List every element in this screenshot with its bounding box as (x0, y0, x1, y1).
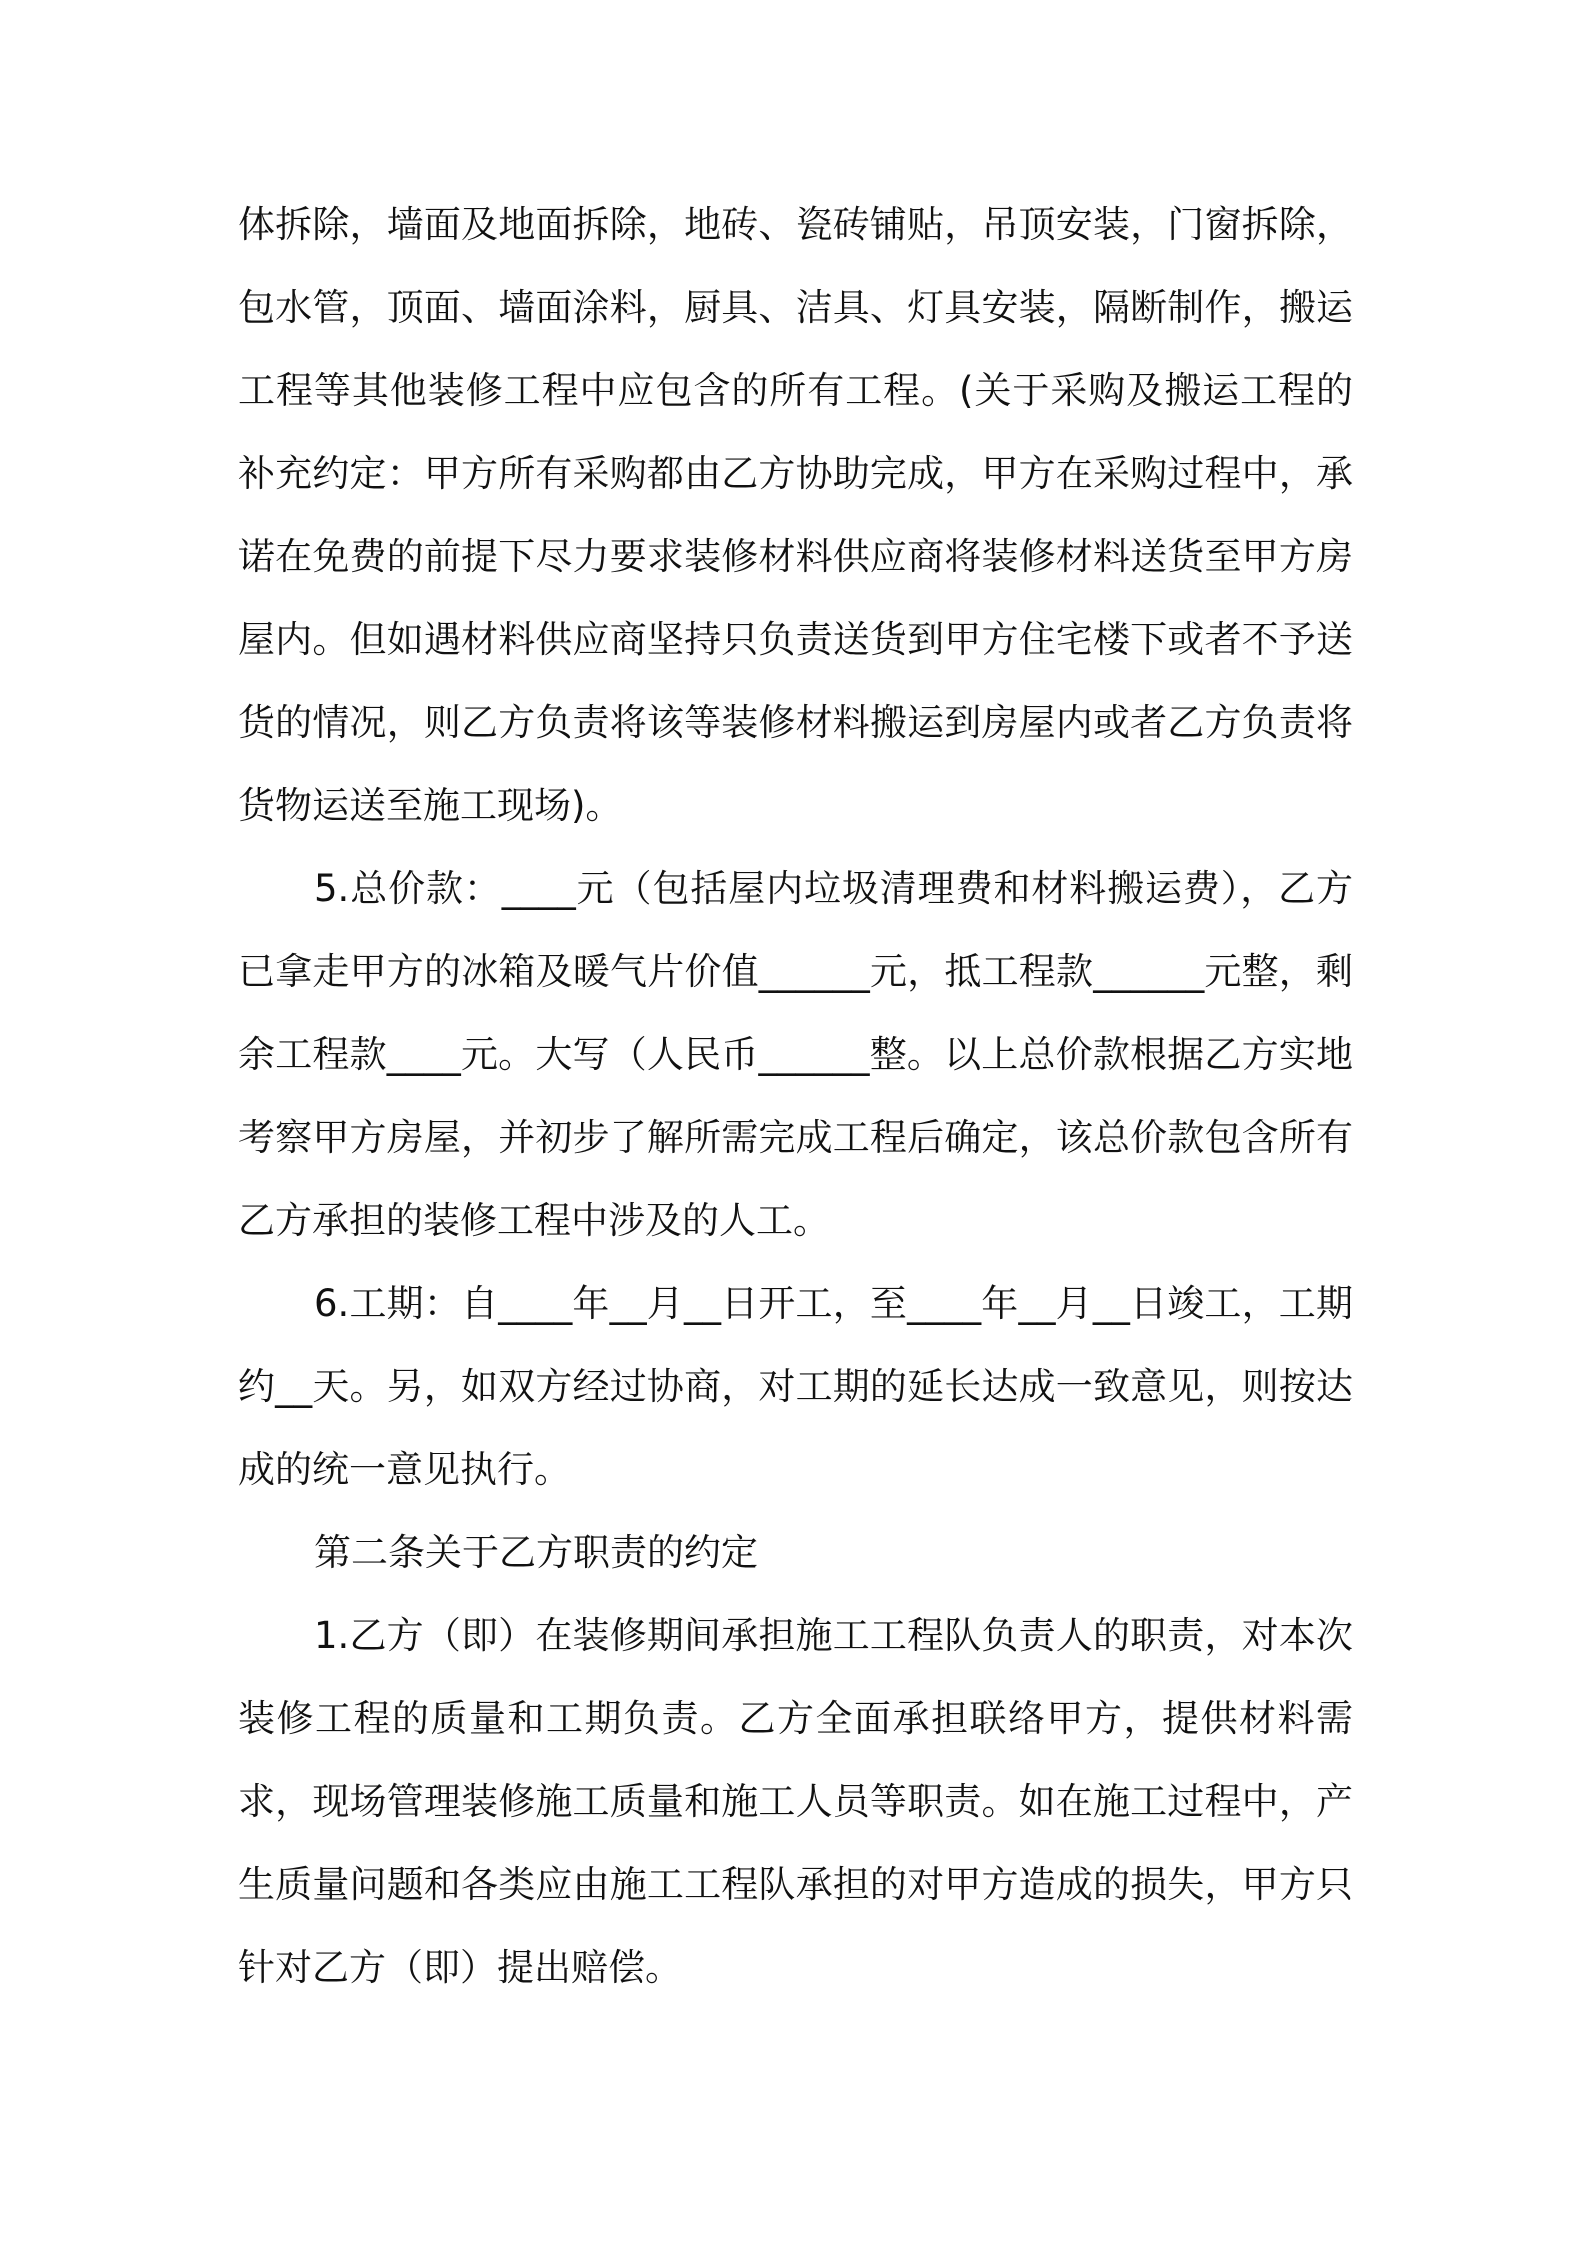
paragraph-construction-period: 6.工期：自____年__月__日开工，至____年__月__日竣工，工期约__天。另，如双方经过协商，对工期的延长达成一致意见，则按达成的统一意见执行。 (238, 1282, 1353, 1491)
paragraph-scope-continuation: 体拆除，墙面及地面拆除，地砖、瓷砖铺贴，吊顶安装，门窗拆除，包水管，顶面、墙面涂料，厨具、洁具、灯具安装，隔断制作，搬运工程等其他装修工程中应包含的所有工程。(关于采购及搬运工程的补充约定：甲方所有采购都由乙方协助完成，甲方在采购过程中，承诺在免费的前提下尽力要求装修材料供应商将装修材料送货至甲方房屋内。但如遇材料供应商坚持只负责送货到甲方住宅楼下或者不予送货的情况，则乙方负责将该等装修材料搬运到房屋内或者乙方负责将货物运送至施工现场)。 (238, 203, 1353, 827)
paragraph-party-b-duty: 1.乙方（即）在装修期间承担施工工程队负责人的职责，对本次装修工程的质量和工期负责。乙方全面承担联络甲方，提供材料需求，现场管理装修施工质量和施工人员等职责。如在施工过程中，产生质量问题和各类应由施工工程队承担的对甲方造成的损失，甲方只针对乙方（即）提出赔偿。 (238, 1614, 1353, 1989)
article-two-heading: 第二条关于乙方职责的约定 (314, 1531, 758, 1574)
paragraph-total-price: 5.总价款：____元（包括屋内垃圾清理费和材料搬运费），乙方已拿走甲方的冰箱及暖气片价值______元，抵工程款______元整，剩余工程款____元。大写（人民币______整。以上总价款根据乙方实地考察甲方房屋，并初步了解所需完成工程后确定，该总价款包含所有乙方承担的装修工程中涉及的人工。 (238, 867, 1353, 1242)
document-body (238, 183, 1353, 2009)
